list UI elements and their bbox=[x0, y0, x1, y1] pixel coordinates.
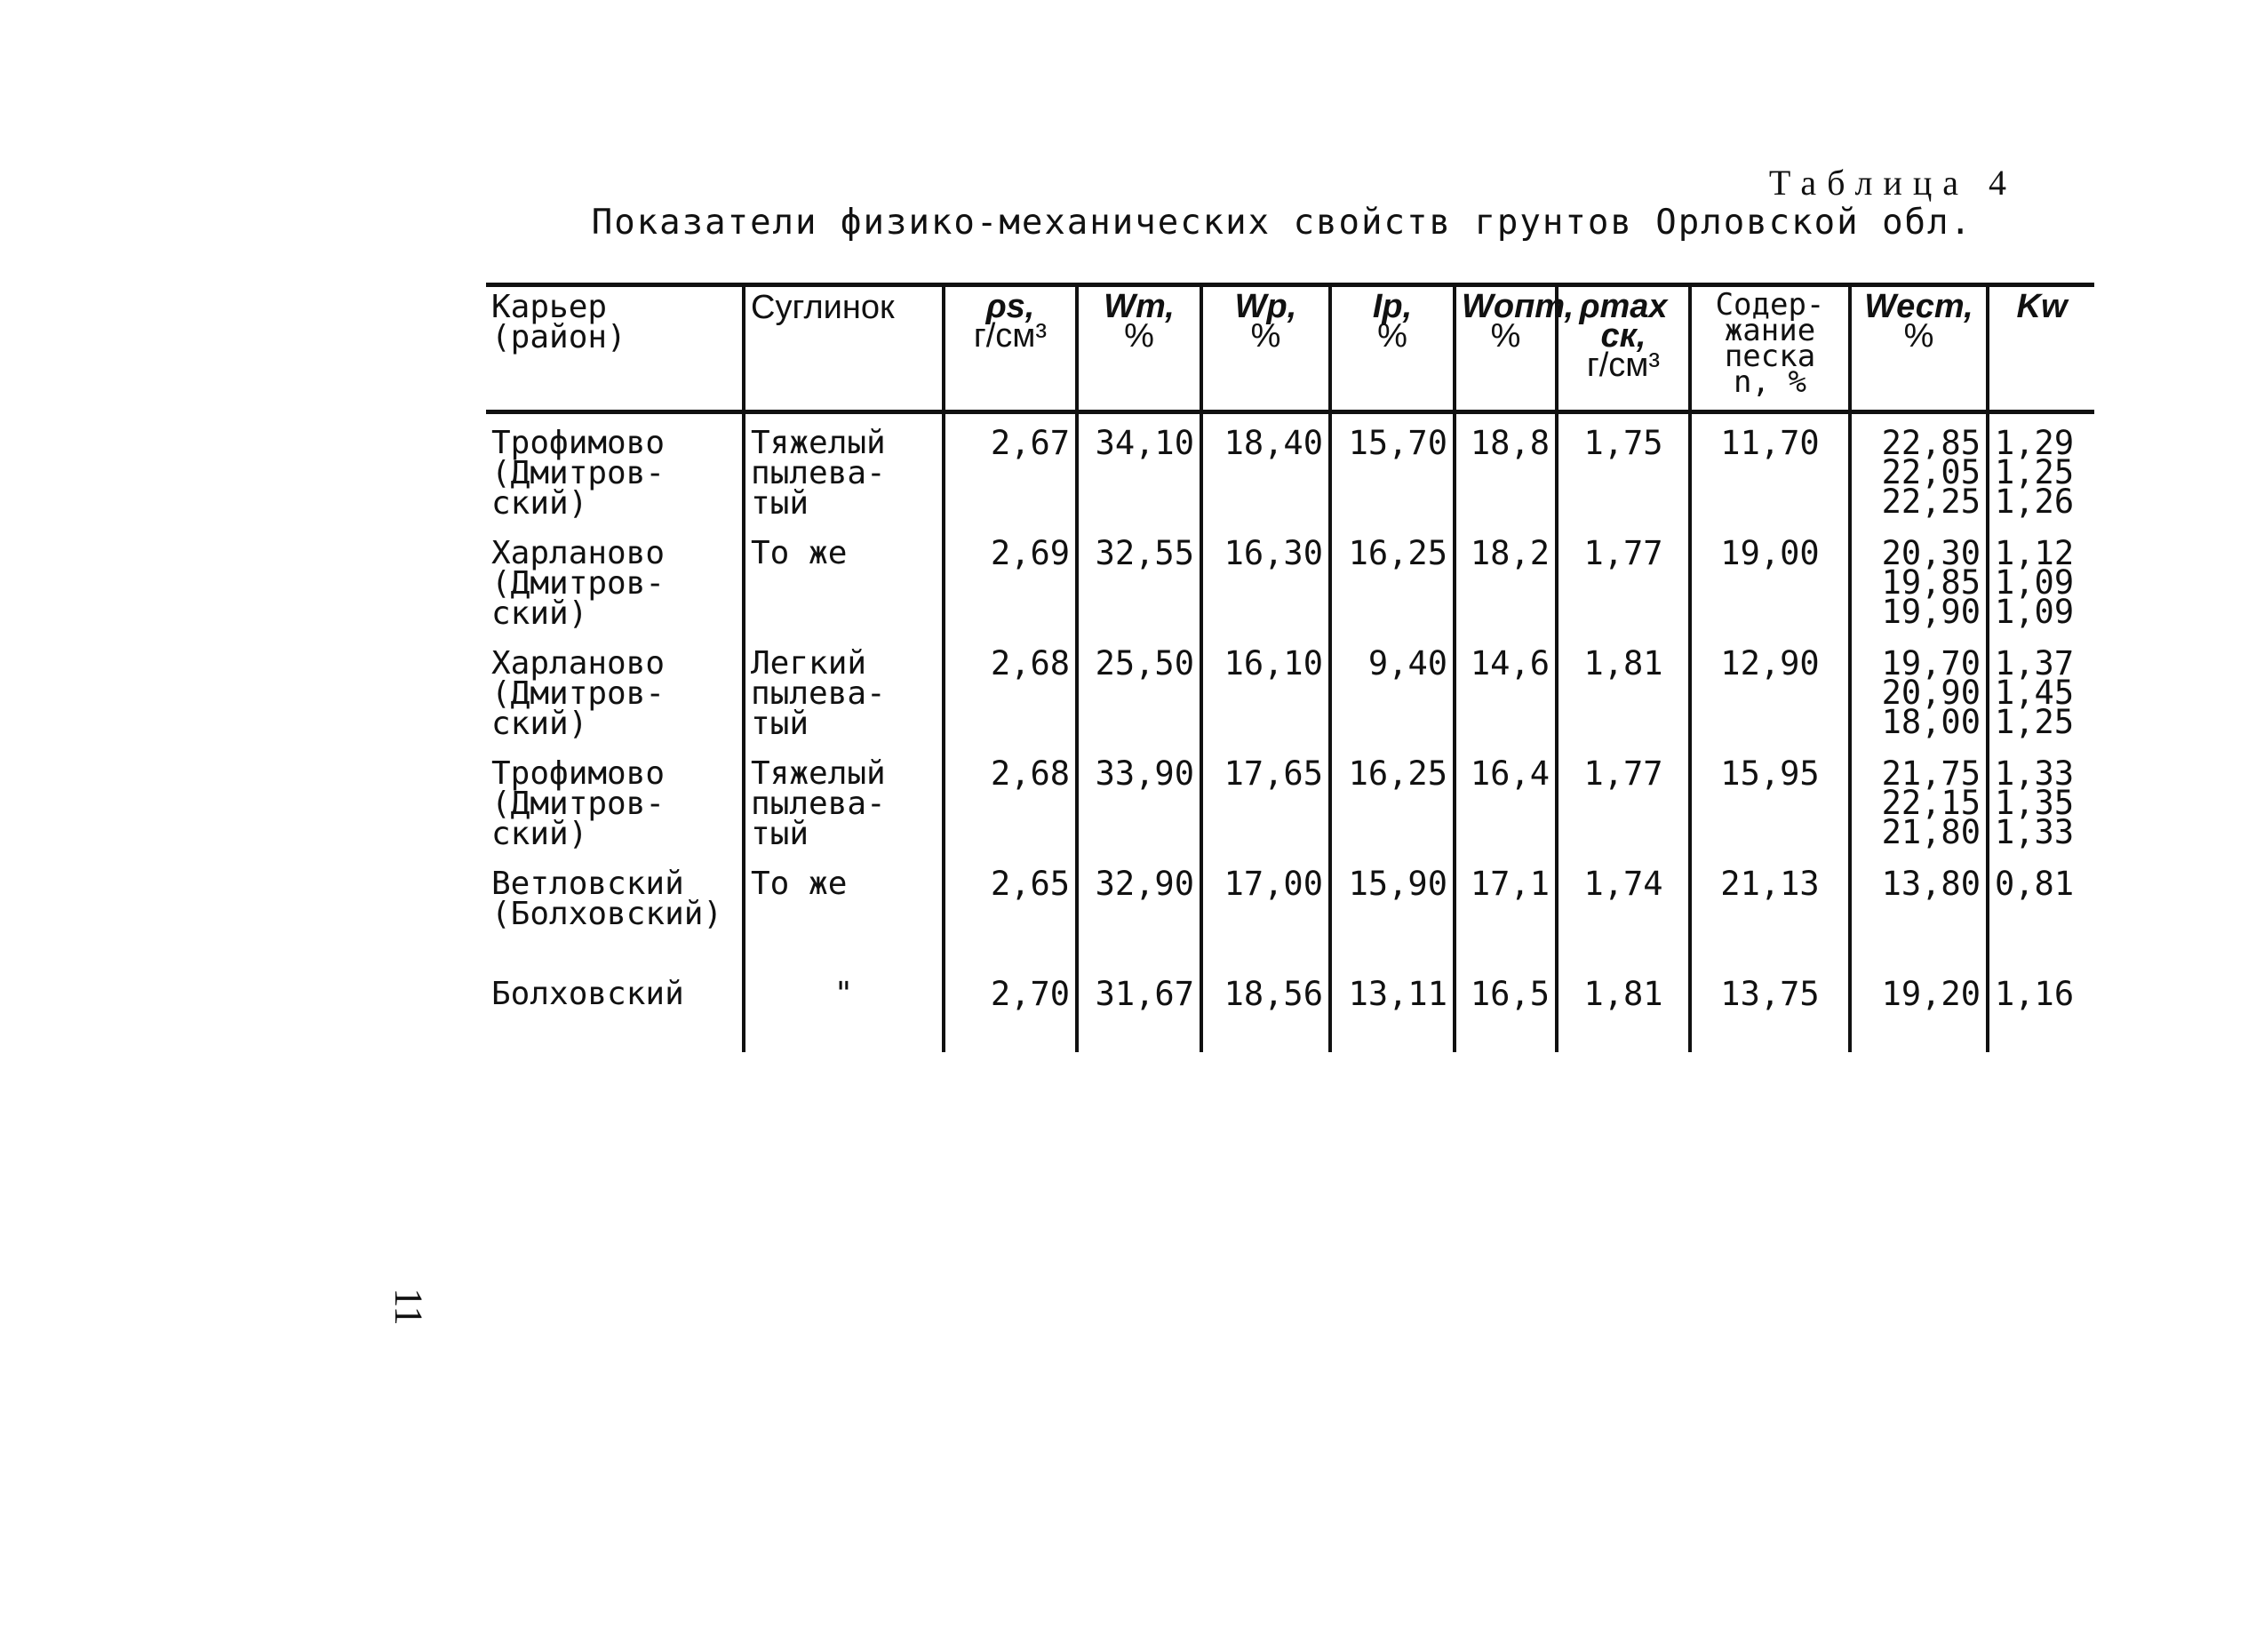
k-w-value: 1,35 bbox=[1995, 784, 2075, 822]
k-w-value: 1,09 bbox=[1995, 563, 2075, 602]
header-w-opt-symbol: Wопт, bbox=[1462, 288, 1574, 325]
cell-loam: Тяжелый пылева- тый bbox=[744, 412, 944, 525]
k-w-value: 1,33 bbox=[1995, 813, 2075, 851]
cell-loam: Тяжелый пылева- тый bbox=[744, 745, 944, 855]
header-i-p-unit: % bbox=[1377, 317, 1407, 355]
header-rho-max-symbol: ρmax ск, bbox=[1579, 288, 1668, 355]
w-est-value: 20,90 bbox=[1881, 674, 1981, 712]
cell-rho-max: 1,75 bbox=[1557, 412, 1690, 525]
k-w-value: 1,25 bbox=[1995, 453, 2075, 491]
cell-sand: 19,00 bbox=[1690, 524, 1850, 634]
cell-k-w bbox=[1988, 855, 2094, 965]
cell-quarry: Трофимово (Дмитров- ский) bbox=[486, 412, 744, 525]
cell-rho-max: 1,81 bbox=[1557, 634, 1690, 745]
cell-w-t: 31,67 bbox=[1077, 965, 1201, 1052]
header-i-p bbox=[1330, 285, 1455, 412]
cell-rho-s: 2,70 bbox=[944, 965, 1077, 1052]
w-est-value: 18,00 bbox=[1881, 703, 1981, 741]
header-w-t-symbol: Wт, bbox=[1104, 288, 1175, 325]
w-est-value: 19,20 bbox=[1881, 975, 1981, 1013]
cell-w-est bbox=[1850, 745, 1988, 855]
header-k-w-symbol: Kw bbox=[2016, 288, 2068, 325]
cell-w-p: 17,65 bbox=[1201, 745, 1330, 855]
k-w-value: 1,33 bbox=[1995, 754, 2075, 793]
header-rho-s-symbol: ρs, bbox=[985, 288, 1035, 325]
cell-w-p: 16,30 bbox=[1201, 524, 1330, 634]
cell-rho-s: 2,68 bbox=[944, 745, 1077, 855]
header-w-p-symbol: Wp, bbox=[1234, 288, 1297, 325]
cell-quarry: Ветловский (Болховский) bbox=[486, 855, 744, 965]
cell-w-opt: 18,2 bbox=[1455, 524, 1557, 634]
k-w-value: 1,26 bbox=[1995, 483, 2075, 521]
cell-w-p: 18,40 bbox=[1201, 412, 1330, 525]
w-est-value: 21,80 bbox=[1881, 813, 1981, 851]
table-row bbox=[486, 524, 2094, 634]
w-est-value: 22,85 bbox=[1881, 424, 1981, 462]
cell-w-opt: 14,6 bbox=[1455, 634, 1557, 745]
header-rho-max bbox=[1557, 285, 1690, 412]
w-est-value: 13,80 bbox=[1881, 865, 1981, 903]
header-sand-content: Содер- жание песка n, % bbox=[1690, 285, 1850, 412]
soil-properties-table bbox=[486, 283, 2094, 1052]
table-row bbox=[486, 412, 2094, 525]
k-w-value: 0,81 bbox=[1995, 865, 2075, 903]
cell-sand: 13,75 bbox=[1690, 965, 1850, 1052]
table-row bbox=[486, 634, 2094, 745]
cell-w-est bbox=[1850, 965, 1988, 1052]
table-title: Показатели физико-механических свойств грунтов Орловской обл. bbox=[591, 203, 1973, 243]
cell-w-t: 34,10 bbox=[1077, 412, 1201, 525]
k-w-value: 1,16 bbox=[1995, 975, 2075, 1013]
header-rho-s bbox=[944, 285, 1077, 412]
cell-k-w bbox=[1988, 965, 2094, 1052]
cell-w-opt: 17,1 bbox=[1455, 855, 1557, 965]
cell-k-w bbox=[1988, 745, 2094, 855]
cell-w-est bbox=[1850, 855, 1988, 965]
header-w-opt-unit: % bbox=[1490, 317, 1521, 355]
k-w-value: 1,45 bbox=[1995, 674, 2075, 712]
cell-i-p: 9,40 bbox=[1330, 634, 1455, 745]
w-est-value: 22,05 bbox=[1881, 453, 1981, 491]
cell-rho-max: 1,74 bbox=[1557, 855, 1690, 965]
cell-sand: 11,70 bbox=[1690, 412, 1850, 525]
header-quarry: Карьер (район) bbox=[486, 285, 744, 412]
header-rho-s-unit: г/см³ bbox=[973, 317, 1048, 355]
cell-w-opt: 16,4 bbox=[1455, 745, 1557, 855]
cell-w-p: 18,56 bbox=[1201, 965, 1330, 1052]
cell-k-w bbox=[1988, 412, 2094, 525]
cell-rho-max: 1,81 bbox=[1557, 965, 1690, 1052]
table-row bbox=[486, 965, 2094, 1052]
cell-k-w bbox=[1988, 634, 2094, 745]
cell-quarry: Харланово (Дмитров- ский) bbox=[486, 634, 744, 745]
header-w-est-symbol: Wест, bbox=[1864, 288, 1973, 325]
cell-i-p: 15,70 bbox=[1330, 412, 1455, 525]
header-w-p-unit: % bbox=[1250, 317, 1281, 355]
cell-w-est bbox=[1850, 634, 1988, 745]
header-k-w bbox=[1988, 285, 2094, 412]
cell-k-w bbox=[1988, 524, 2094, 634]
w-est-value: 19,85 bbox=[1881, 563, 1981, 602]
page-number: 11 bbox=[387, 1288, 431, 1326]
cell-i-p: 16,25 bbox=[1330, 745, 1455, 855]
table-number-caption: Таблица 4 bbox=[1768, 163, 2017, 203]
cell-sand: 15,95 bbox=[1690, 745, 1850, 855]
header-w-est-unit: % bbox=[1903, 317, 1934, 355]
header-rho-max-unit: г/см³ bbox=[1586, 347, 1661, 384]
cell-rho-max: 1,77 bbox=[1557, 524, 1690, 634]
header-loam: Суглинок bbox=[744, 285, 944, 412]
cell-w-p: 16,10 bbox=[1201, 634, 1330, 745]
table-header-row bbox=[486, 285, 2094, 412]
k-w-value: 1,09 bbox=[1995, 593, 2075, 631]
table-row bbox=[486, 855, 2094, 965]
w-est-value: 20,30 bbox=[1881, 534, 1981, 572]
k-w-value: 1,37 bbox=[1995, 644, 2075, 682]
w-est-value: 19,70 bbox=[1881, 644, 1981, 682]
cell-loam: То же bbox=[744, 524, 944, 634]
cell-sand: 12,90 bbox=[1690, 634, 1850, 745]
k-w-value: 1,25 bbox=[1995, 703, 2075, 741]
cell-loam: " bbox=[744, 965, 944, 1052]
cell-w-est bbox=[1850, 524, 1988, 634]
cell-rho-s: 2,69 bbox=[944, 524, 1077, 634]
cell-loam: То же bbox=[744, 855, 944, 965]
cell-i-p: 13,11 bbox=[1330, 965, 1455, 1052]
cell-w-est bbox=[1850, 412, 1988, 525]
cell-w-t: 25,50 bbox=[1077, 634, 1201, 745]
header-w-t-unit: % bbox=[1124, 317, 1154, 355]
cell-loam: Легкий пылева- тый bbox=[744, 634, 944, 745]
header-i-p-symbol: Ip, bbox=[1372, 288, 1413, 325]
header-w-opt bbox=[1455, 285, 1574, 412]
k-w-value: 1,29 bbox=[1995, 424, 2075, 462]
cell-quarry: Трофимово (Дмитров- ский) bbox=[486, 745, 744, 855]
w-est-value: 21,75 bbox=[1881, 754, 1981, 793]
header-w-t bbox=[1077, 285, 1201, 412]
cell-i-p: 16,25 bbox=[1330, 524, 1455, 634]
cell-w-opt: 16,5 bbox=[1455, 965, 1557, 1052]
cell-rho-s: 2,67 bbox=[944, 412, 1077, 525]
k-w-value: 1,12 bbox=[1995, 534, 2075, 572]
cell-w-t: 32,90 bbox=[1077, 855, 1201, 965]
cell-w-t: 32,55 bbox=[1077, 524, 1201, 634]
cell-rho-s: 2,65 bbox=[944, 855, 1077, 965]
cell-quarry: Болховский bbox=[486, 965, 744, 1052]
header-w-est bbox=[1850, 285, 1988, 412]
cell-sand: 21,13 bbox=[1690, 855, 1850, 965]
w-est-value: 22,25 bbox=[1881, 483, 1981, 521]
w-est-value: 19,90 bbox=[1881, 593, 1981, 631]
table-row bbox=[486, 745, 2094, 855]
cell-w-opt: 18,8 bbox=[1455, 412, 1557, 525]
w-est-value: 22,15 bbox=[1881, 784, 1981, 822]
cell-i-p: 15,90 bbox=[1330, 855, 1455, 965]
cell-rho-s: 2,68 bbox=[944, 634, 1077, 745]
header-w-p bbox=[1201, 285, 1330, 412]
cell-rho-max: 1,77 bbox=[1557, 745, 1690, 855]
cell-quarry: Харланово (Дмитров- ский) bbox=[486, 524, 744, 634]
cell-w-p: 17,00 bbox=[1201, 855, 1330, 965]
cell-w-t: 33,90 bbox=[1077, 745, 1201, 855]
